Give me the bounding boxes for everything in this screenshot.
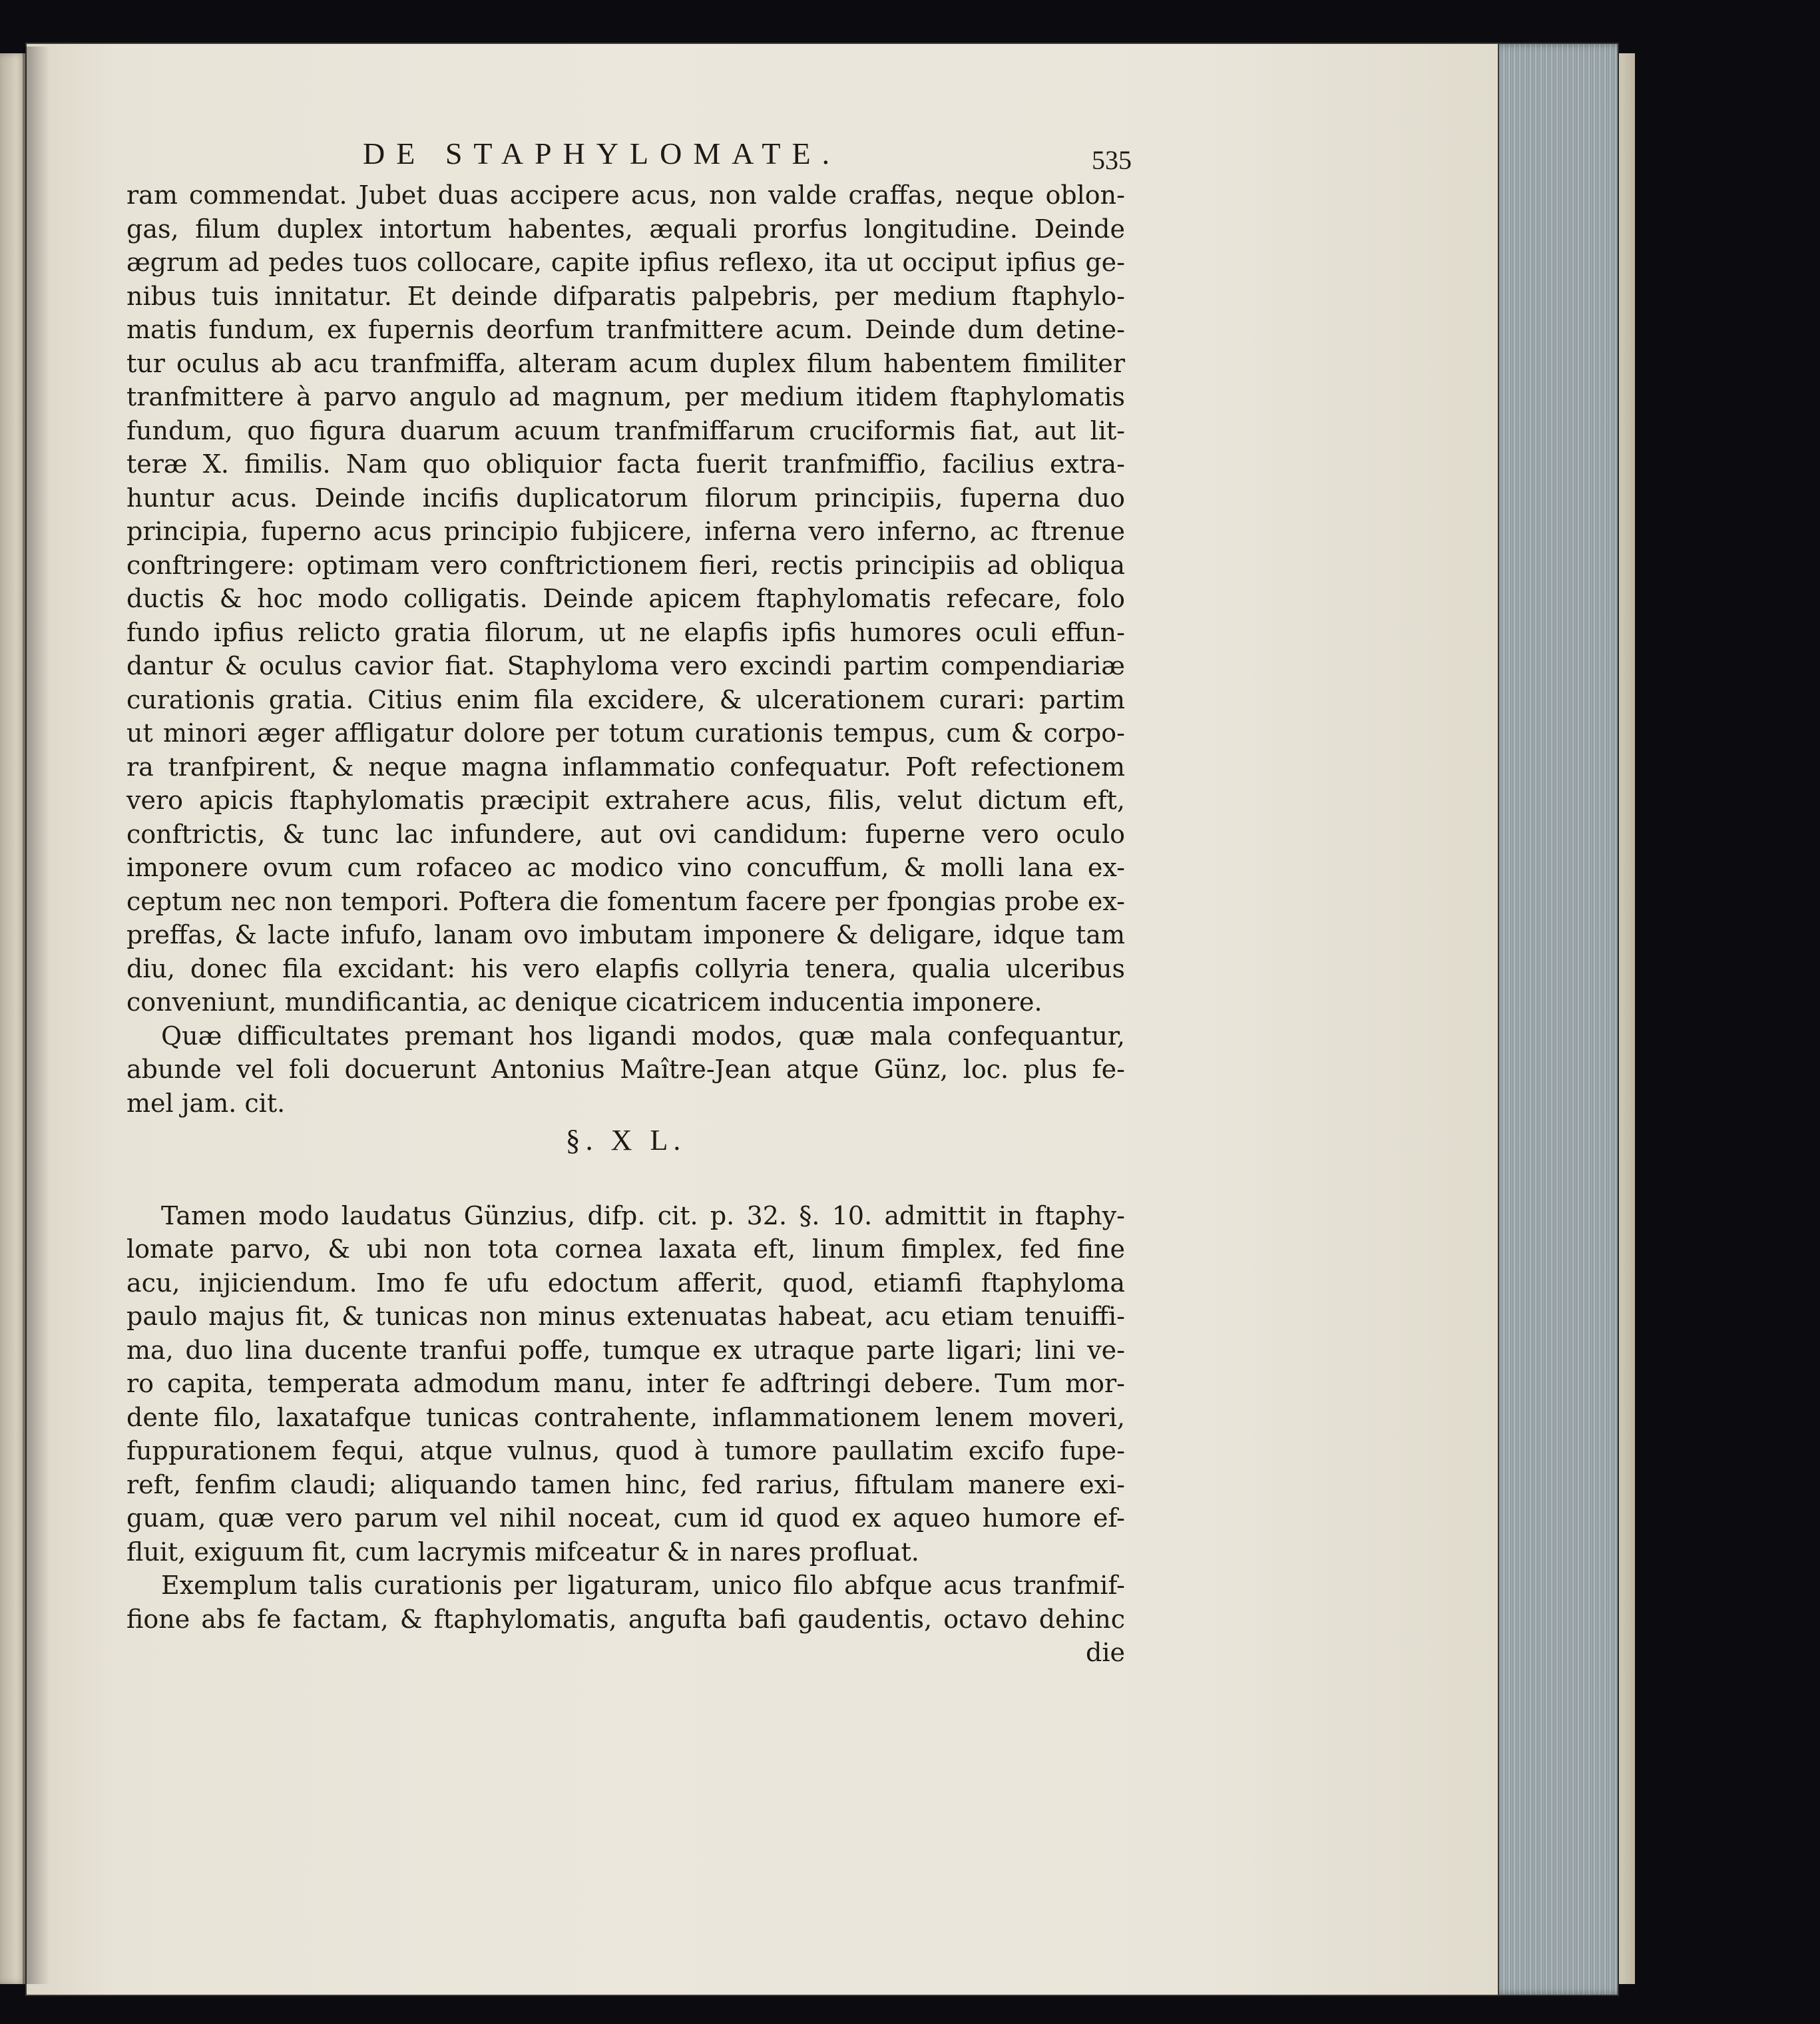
- catchword: die: [1086, 1638, 1125, 1667]
- text-line: fuppurationem fequi, atque vulnus, quod à tumore paullatim excifo fupe-: [126, 1436, 1125, 1465]
- text-line: tranfmittere à parvo angulo ad magnum, per medium itidem ftaphylomatis: [126, 382, 1125, 411]
- text-line: Exemplum talis curationis per ligaturam, unico filo abfque acus tranfmif-: [161, 1571, 1125, 1600]
- text-line: ram commendat. Jubet duas accipere acus, non valde craffas, neque oblon-: [126, 180, 1125, 210]
- text-line: preffas, & lacte infufo, lanam ovo imbutam imponere & deligare, idque tam: [126, 920, 1125, 949]
- text-line: dente filo, laxatafque tunicas contrahente, inflammationem lenem moveri,: [126, 1402, 1125, 1432]
- text-line: tur oculus ab acu tranfmiffa, alteram acum duplex filum habentem fimiliter: [126, 348, 1125, 378]
- text-line: curationis gratia. Citius enim fila excidere, & ulcerationem curari: partim: [126, 684, 1125, 714]
- text-line: imponere ovum cum rofaceo ac modico vino concuffum, & molli lana ex-: [126, 853, 1125, 882]
- text-line: ro capita, temperata admodum manu, inter fe adftringi debere. Tum mor-: [126, 1369, 1125, 1398]
- paragraph-3: [126, 1199, 1125, 1569]
- text-line: huntur acus. Deinde incifis duplicatorum filorum principiis, fuperna duo: [126, 483, 1125, 513]
- section-heading: §. X L.: [565, 1124, 686, 1156]
- text-line: ductis & hoc modo colligatis. Deinde apicem ftaphylomatis refecare, folo: [126, 584, 1125, 613]
- page-number: 535: [1092, 145, 1132, 175]
- text-line: ægrum ad pedes tuos collocare, capite ipfius reflexo, ita ut occiput ipfius ge-: [126, 248, 1125, 277]
- text-line: gas, filum duplex intortum habentes, æquali prorfus longitudine. Deinde: [126, 214, 1125, 244]
- text-line: Quæ difficultates premant hos ligandi modos, quæ mala confequantur,: [161, 1021, 1125, 1051]
- text-line: acu, injiciendum. Imo fe ufu edoctum afferit, quod, etiamfi ftaphyloma: [126, 1268, 1125, 1298]
- text-line: diu, donec fila excidant: his vero elapfis collyria tenera, qualia ulceribus: [126, 953, 1125, 983]
- text-line: ra tranfpirent, & neque magna inflammatio confequatur. Poft refectionem: [126, 752, 1125, 782]
- text-line: conftringere: optimam vero conftrictionem fieri, rectis principiis ad obliqua: [126, 550, 1125, 580]
- text-line: paulo majus fit, & tunicas non minus extenuatas habeat, acu etiam tenuiffi-: [126, 1302, 1125, 1331]
- text-line: lomate parvo, & ubi non tota cornea laxata eft, linum fimplex, fed fine: [126, 1234, 1125, 1264]
- text-line: principia, fuperno acus principio fubjicere, inferna vero inferno, ac ftrenue: [126, 517, 1125, 546]
- text-line: abunde vel foli docuerunt Antonius Maître-Jean atque Günz, loc. plus fe-: [126, 1055, 1125, 1084]
- text-line: matis fundum, ex fupernis deorfum tranfmittere acum. Deinde dum detine-: [126, 315, 1125, 344]
- text-line: guam, quæ vero parum vel nihil noceat, cum id quod ex aqueo humore ef-: [126, 1503, 1125, 1533]
- text-line: dantur & oculus cavior fiat. Staphyloma vero excindi partim compendiariæ: [126, 651, 1125, 680]
- text-line: reft, fenfim claudi; aliquando tamen hinc, fed rarius, fiftulam manere exi-: [126, 1469, 1125, 1499]
- text-line: conveniunt, mundificantia, ac denique cicatricem inducentia imponere.: [126, 987, 1042, 1017]
- text-line: ceptum nec non tempori. Poftera die fomentum facere per fpongias probe ex-: [126, 886, 1125, 916]
- text-line: teræ X. fimilis. Nam quo obliquior facta fuerit tranfmiffio, facilius extra-: [126, 449, 1125, 479]
- text-line: nibus tuis innitatur. Et deinde difparatis palpebris, per medium ftaphylo-: [126, 281, 1125, 311]
- text-line: ut minori æger affligatur dolore per totum curationis tempus, cum & corpo-: [126, 718, 1125, 748]
- paragraph-2: [126, 1019, 1125, 1121]
- running-head: DE STAPHYLOMATE.: [363, 136, 841, 170]
- page-header: [126, 130, 1132, 178]
- catchword-row: [126, 1636, 1125, 1670]
- text-line: conftrictis, & tunc lac infundere, aut ovi candidum: fuperne vero oculo: [126, 819, 1125, 849]
- paragraph-4: [126, 1569, 1125, 1636]
- facing-page-edge: [0, 53, 27, 1984]
- page-stack-fore-edge: [1484, 44, 1618, 1995]
- paragraph-1: [126, 178, 1125, 1019]
- text-line: fundo ipfius relicto gratia filorum, ut ne elapfis ipfis humores oculi effun-: [126, 617, 1125, 647]
- text-line: fluit, exiguum fit, cum lacrymis mifceatur & in nares profluat.: [126, 1537, 919, 1567]
- text-line: vero apicis ftaphylomatis præcipit extrahere acus, filis, velut dictum eft,: [126, 786, 1125, 815]
- text-line: mel jam. cit.: [126, 1088, 286, 1118]
- text-line: fione abs fe factam, & ftaphylomatis, angufta bafi gaudentis, octavo dehinc: [126, 1604, 1125, 1634]
- text-line: fundum, quo figura duarum acuum tranfmiffarum cruciformis fiat, aut lit-: [126, 415, 1125, 445]
- text-line: ma, duo lina ducente tranfui poffe, tumque ex utraque parte ligari; lini ve-: [126, 1335, 1125, 1365]
- page-text: [126, 130, 1132, 1670]
- text-line: Tamen modo laudatus Günzius, difp. cit. p. 32. §. 10. admittit in ftaphy-: [161, 1200, 1125, 1230]
